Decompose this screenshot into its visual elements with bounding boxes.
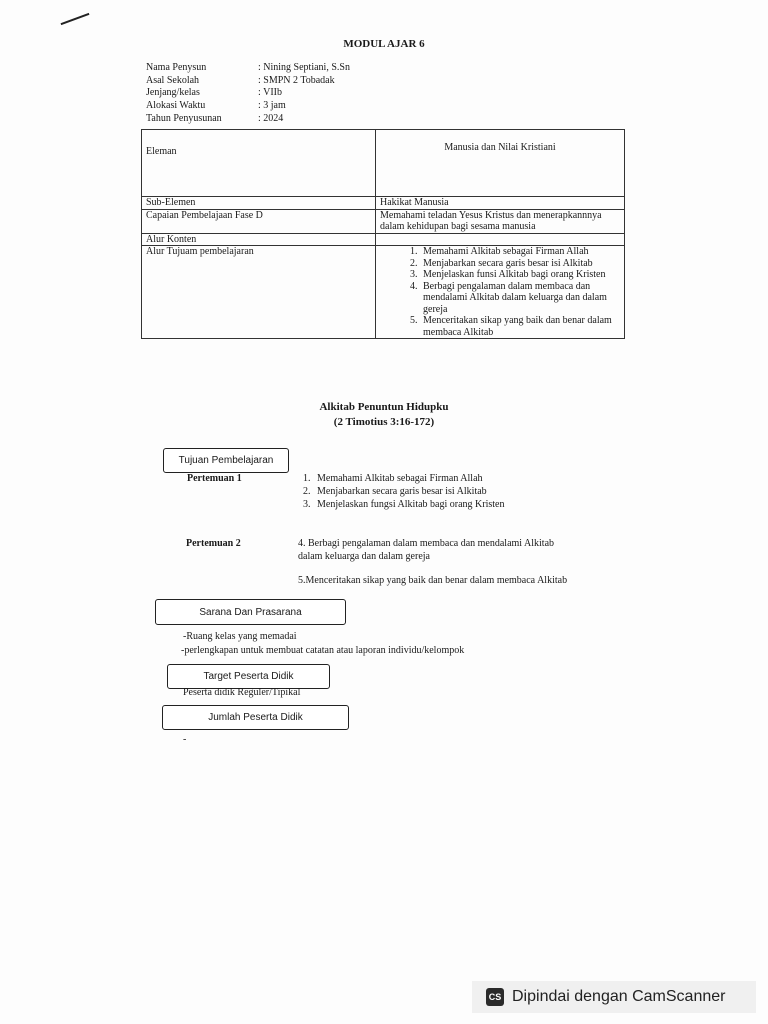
document-title: MODUL AJAR 6 [343, 38, 425, 50]
info-label: Tahun Penyusunan [146, 112, 222, 124]
info-row-kelas [146, 87, 350, 100]
sarana-line1: -Ruang kelas yang memadai [183, 631, 297, 642]
table-row-alur-konten [142, 233, 625, 246]
cell-sub-elemen-label: Sub-Elemen [142, 197, 376, 210]
sarana-line2: -perlengkapan untuk membuat catatan atau laporan individu/kelompok [181, 645, 465, 656]
list-item: 3. Menjelaskan funsi Alkitab bagi orang Kristen [420, 269, 620, 281]
cell-capaian-value: Memahami teladan Yesus Kristus dan menerapkannnya dalam kehidupan bagi sesama manusia [376, 209, 625, 233]
list-item: 2. Menjabarkan secara garis besar isi Alkitab [313, 485, 504, 498]
list-item: 4. Berbagi pengalaman dalam membaca dan mendalami Alkitab dalam keluarga dan dalam gereja [420, 281, 620, 316]
list-item: 1. Memahami Alkitab sebagai Firman Allah [420, 246, 620, 258]
info-value: : 3 jam [258, 100, 286, 112]
info-label: Alokasi Waktu [146, 100, 206, 112]
cell-alur-konten-value [376, 233, 625, 246]
table-row-alur-tujuan [142, 246, 625, 339]
target-box-label: Target Peserta Didik [167, 664, 330, 689]
pertemuan1-list-wrap [297, 472, 504, 511]
list-item: 5. Menceritakan sikap yang baik dan benar dalam membaca Alkitab [420, 315, 620, 338]
tujuan-box-label: Tujuan Pembelajaran [163, 448, 289, 473]
cell-elemen-value: Manusia dan Nilai Kristiani [376, 130, 625, 197]
sarana-box-label: Sarana Dan Prasarana [155, 599, 346, 625]
info-row-waktu [146, 100, 350, 113]
cell-capaian-label: Capaian Pembelajaan Fase D [142, 209, 376, 233]
author-info [146, 62, 350, 126]
section-title: Alkitab Penuntun Hidupku [319, 401, 449, 413]
info-row-penyusun [146, 62, 350, 75]
section-heading [0, 400, 768, 430]
info-row-tahun [146, 113, 350, 126]
info-label: Nama Penysun [146, 62, 207, 73]
cell-alur-tujuan-label: Alur Tujuam pembelajaran [142, 246, 376, 339]
jumlah-box-label: Jumlah Peserta Didik [162, 705, 349, 730]
objective-list [380, 246, 620, 338]
list-item: 1. Memahami Alkitab sebagai Firman Allah [313, 472, 504, 485]
info-label: Asal Sekolah [146, 74, 200, 86]
target-value: Peserta didik Reguler/Tipikal [183, 687, 301, 698]
info-row-sekolah [146, 75, 350, 88]
pertemuan1-label: Pertemuan 1 [187, 473, 242, 484]
info-value: : Nining Septiani, S.Sn [258, 62, 350, 73]
jumlah-value: - [183, 734, 187, 745]
info-value: : SMPN 2 Tobadak [258, 74, 335, 86]
pertemuan2-item4-line1: 4. Berbagi pengalaman dalam membaca dan mendalami Alkitab [298, 538, 555, 549]
pertemuan2-label: Pertemuan 2 [186, 538, 241, 549]
info-value: : 2024 [258, 112, 284, 124]
camscanner-logo-icon: CS [486, 988, 504, 1006]
cell-sub-elemen-value: Hakikat Manusia [376, 197, 625, 210]
section-subtitle: (2 Timotius 3:16-172) [333, 416, 435, 428]
cell-alur-konten-label: Alur Konten [142, 233, 376, 246]
camscanner-watermark [472, 981, 756, 1013]
cell-elemen-label: Eleman [142, 130, 376, 197]
cell-alur-tujuan-value [376, 246, 625, 339]
info-value: : VIIb [258, 87, 282, 99]
pen-stroke-mark [61, 13, 90, 25]
pertemuan2-item4-line2: dalam keluarga dan dalam gereja [298, 551, 430, 562]
list-item: 3. Menjelaskan fungsi Alkitab bagi orang Kristen [313, 498, 504, 511]
pertemuan1-list [297, 472, 504, 511]
table-row-sub-elemen [142, 197, 625, 210]
list-item: 2. Menjabarkan secara garis besar isi Alkitab [420, 258, 620, 270]
table-row-elemen [142, 130, 625, 197]
pertemuan2-item5: 5.Menceritakan sikap yang baik dan benar dalam membaca Alkitab [298, 575, 568, 586]
info-label: Jenjang/kelas [146, 87, 200, 99]
curriculum-table [141, 129, 625, 339]
table-row-capaian [142, 209, 625, 233]
camscanner-text: Dipindai dengan CamScanner [512, 988, 726, 1005]
